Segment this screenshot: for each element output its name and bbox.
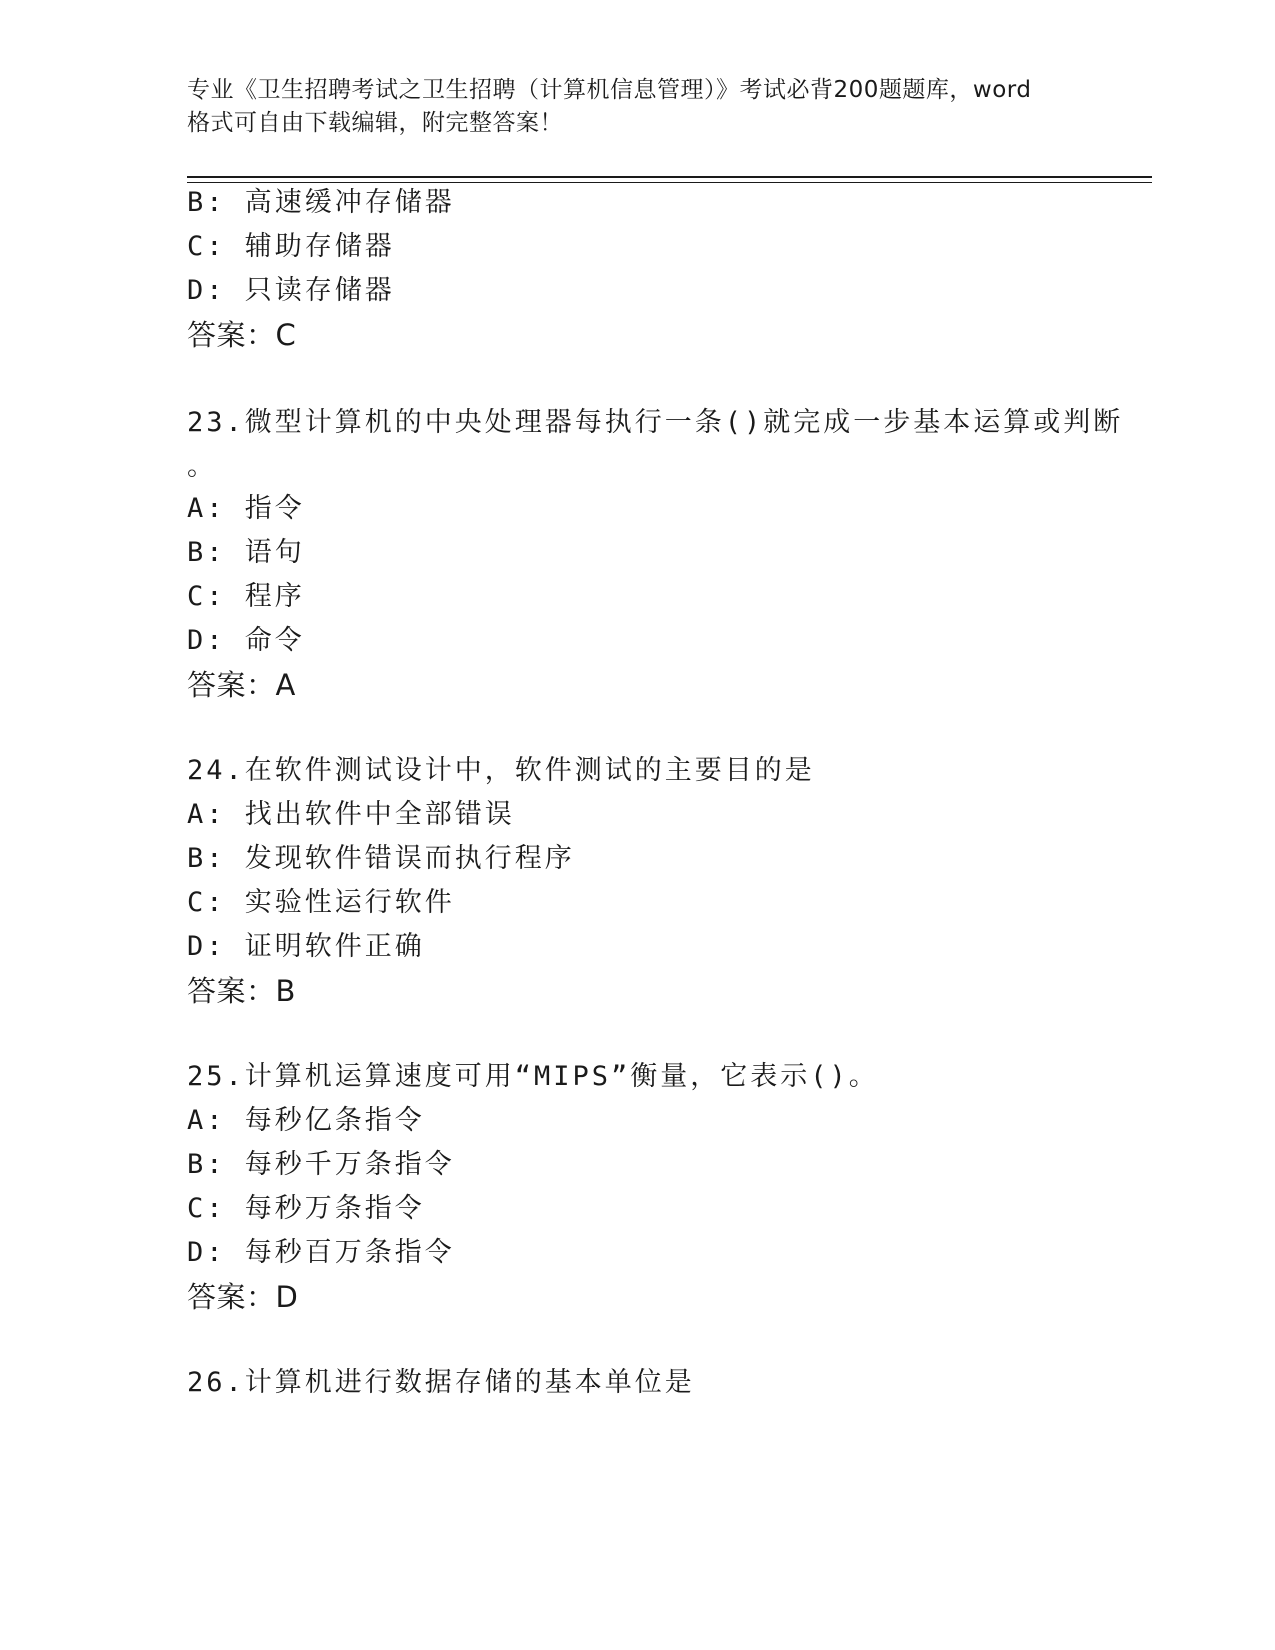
option-d: D: 只读存储器 xyxy=(187,275,395,306)
document-header xyxy=(187,74,1087,140)
answer-line: 答案：D xyxy=(187,1280,299,1314)
question-stem-23: 23.微型计算机的中央处理器每执行一条()就完成一步基本运算或判断 xyxy=(187,407,1124,438)
option-c: C: 程序 xyxy=(187,581,305,612)
option-c: C: 实验性运行软件 xyxy=(187,887,455,918)
option-b: B: 高速缓冲存储器 xyxy=(187,187,455,218)
option-d: D: 命令 xyxy=(187,625,305,656)
question-stem-24: 24.在软件测试设计中，软件测试的主要目的是 xyxy=(187,755,815,786)
answer-line: 答案：B xyxy=(187,974,296,1008)
header-divider-thick xyxy=(187,176,1152,178)
option-b: B: 语句 xyxy=(187,537,305,568)
question-stem-25: 25.计算机运算速度可用“MIPS”衡量，它表示()。 xyxy=(187,1061,879,1092)
header-line-2: 格式可自由下载编辑，附完整答案！ xyxy=(187,110,563,136)
option-a: A: 指令 xyxy=(187,493,305,524)
header-divider-thin xyxy=(187,182,1152,183)
option-b: B: 发现软件错误而执行程序 xyxy=(187,843,575,874)
option-c: C: 辅助存储器 xyxy=(187,231,395,262)
answer-line: 答案：C xyxy=(187,318,297,352)
option-c: C: 每秒万条指令 xyxy=(187,1193,425,1224)
header-line-1: 专业《卫生招聘考试之卫生招聘（计算机信息管理）》考试必背200题题库，word xyxy=(187,77,1032,103)
option-d: D: 证明软件正确 xyxy=(187,931,425,962)
option-d: D: 每秒百万条指令 xyxy=(187,1237,455,1268)
question-stem-23-cont: 。 xyxy=(187,451,217,482)
answer-line: 答案：A xyxy=(187,668,296,702)
option-b: B: 每秒千万条指令 xyxy=(187,1149,455,1180)
option-a: A: 找出软件中全部错误 xyxy=(187,799,515,830)
question-stem-26: 26.计算机进行数据存储的基本单位是 xyxy=(187,1367,695,1398)
option-a: A: 每秒亿条指令 xyxy=(187,1105,425,1136)
